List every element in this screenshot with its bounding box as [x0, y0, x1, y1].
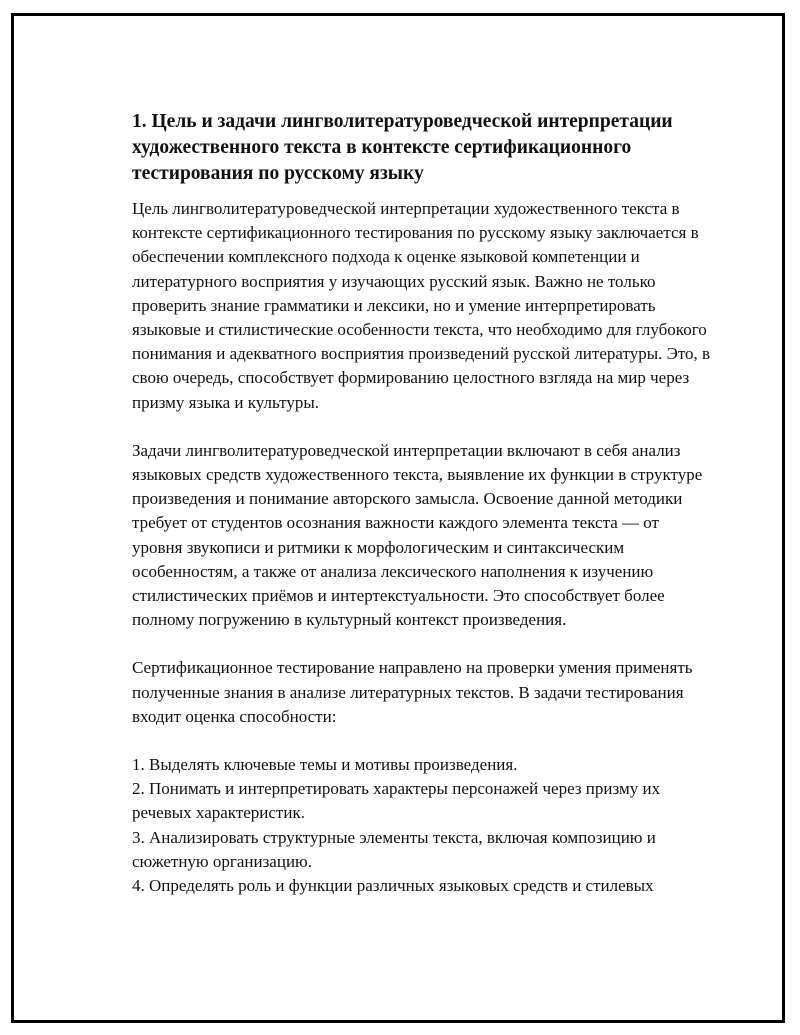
page-frame [11, 13, 785, 1023]
abilities-list [132, 753, 712, 898]
list-item: 3. Анализировать структурные элементы текста, включая композицию и сюжетную организацию. [132, 827, 656, 871]
paragraph-tasks: Задачи лингволитературоведческой интерпретации включают в себя анализ языковых средств художественного текста, выявление их функции в структуре произведения и понимание авторского замысла. Освоение данной методики требует от студентов осознания важности каждого элемента текста — от уровня звукописи и ритмики к морфологическим и синтаксическим особенностям, а также от анализа лексического наполнения к изучению стилистических приёмов и интертекстуальности. Это способствует более полному погружению в культурный контекст произведения. [132, 440, 703, 630]
document-body [132, 109, 712, 898]
list-item: 1. Выделять ключевые темы и мотивы произведения. [132, 755, 518, 775]
section-heading: 1. Цель и задачи лингволитературоведческой интерпретации художественного текста в контексте сертификационного тестирования по русскому языку [132, 111, 673, 184]
paragraph-testing: Сертификационное тестирование направлено на проверки умения применять полученные знания в анализе литературных текстов. В задачи тестирования входит оценка способности: [132, 658, 693, 726]
paragraph-goal: Цель лингволитературоведческой интерпретации художественного текста в контексте сертификационного тестирования по русскому языку заключается в обеспечении комплексного подхода к оценке языковой компетенции и литературного восприятия у изучающих русский язык. Важно не только проверить знание грамматики и лексики, но и умение интерпретировать языковые и стилистические особенности текста, что необходимо для глубокого понимания и адекватного восприятия произведений русской литературы. Это, в свою очередь, способствует формированию целостного взгляда на мир через призму языка и культуры. [132, 199, 711, 412]
list-item: 4. Определять роль и функции различных языковых средств и стилевых [132, 876, 654, 896]
list-item: 2. Понимать и интерпретировать характеры персонажей через призму их речевых характеристик. [132, 779, 661, 823]
